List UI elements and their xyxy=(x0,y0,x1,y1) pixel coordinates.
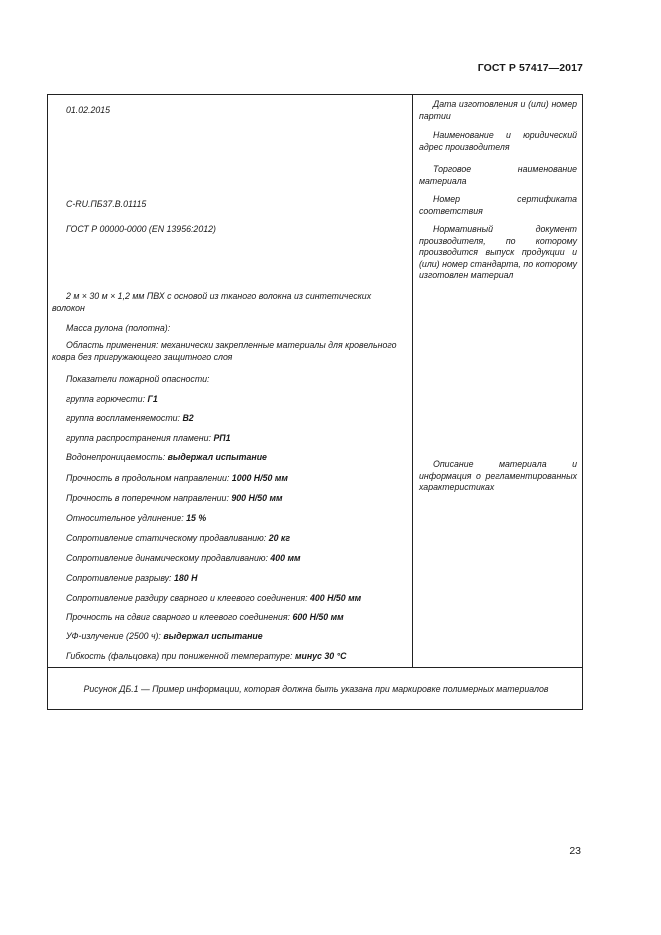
property-row: группа распространения пламени: РП1 xyxy=(66,433,231,443)
marking-figure-frame xyxy=(47,94,583,710)
certificate-label: Номер сертификата соответствия xyxy=(419,194,577,216)
material-description: 2 м × 30 м × 1,2 мм ПВХ с основой из тканого волокна из синтетических волокон xyxy=(52,291,372,313)
property-row: группа воспламеняемости: В2 xyxy=(66,413,194,423)
property-row: Водонепроницаемость: выдержал испытание xyxy=(66,452,267,462)
description-label: Описание материала и информация о регламентированных характеристиках xyxy=(419,459,577,492)
manufacturer-label: Наименование и юридический адрес производителя xyxy=(419,130,577,152)
trade-name-label: Торговое наименование материала xyxy=(419,164,577,186)
page-number: 23 xyxy=(569,845,581,857)
caption-divider xyxy=(48,667,582,668)
normative-label: Нормативный документ производителя, по которому производится выпуск продукции и (или) номер стандарта, по которому изготовлен материал xyxy=(419,224,577,280)
column-divider xyxy=(412,95,413,667)
certificate-number: C-RU.ПБ37.В.01115 xyxy=(66,199,147,209)
property-row: Гибкость (фальцовка) при пониженной температуре: минус 30 °С xyxy=(66,651,347,661)
fire-hazard-heading: Показатели пожарной опасности: xyxy=(66,374,210,384)
property-row: Прочность в продольном направлении: 1000 Н/50 мм xyxy=(66,473,288,483)
property-row: группа горючести: Г1 xyxy=(66,394,158,404)
property-row: Сопротивление раздиру сварного и клеевого соединения: 400 Н/50 мм xyxy=(66,593,362,603)
property-row: Прочность в поперечном направлении: 900 Н/50 мм xyxy=(66,493,283,503)
figure-caption: Рисунок ДБ.1 — Пример информации, которая должна быть указана при маркировке полимерных материалов xyxy=(83,684,549,694)
date-label: Дата изготовления и (или) номер партии xyxy=(419,99,577,121)
application-scope: Область применения: механически закрепленные материалы для кровельного ковра без пригружающего защитного слоя xyxy=(52,340,397,362)
property-row: УФ-излучение (2500 ч): выдержал испытание xyxy=(66,631,263,641)
property-row: Сопротивление статическому продавливанию: 20 кг xyxy=(66,533,291,543)
property-row: Прочность на сдвиг сварного и клеевого соединения: 600 Н/50 мм xyxy=(66,612,344,622)
production-date: 01.02.2015 xyxy=(66,105,111,115)
roll-mass: Масса рулона (полотна): xyxy=(66,323,171,333)
property-row: Относительное удлинение: 15 % xyxy=(66,513,207,523)
property-row: Сопротивление динамическому продавливанию: 400 мм xyxy=(66,553,301,563)
normative-document: ГОСТ Р 00000-0000 (EN 13956:2012) xyxy=(66,224,216,234)
property-row: Сопротивление разрыву: 180 Н xyxy=(66,573,198,583)
document-header: ГОСТ Р 57417—2017 xyxy=(477,62,583,74)
